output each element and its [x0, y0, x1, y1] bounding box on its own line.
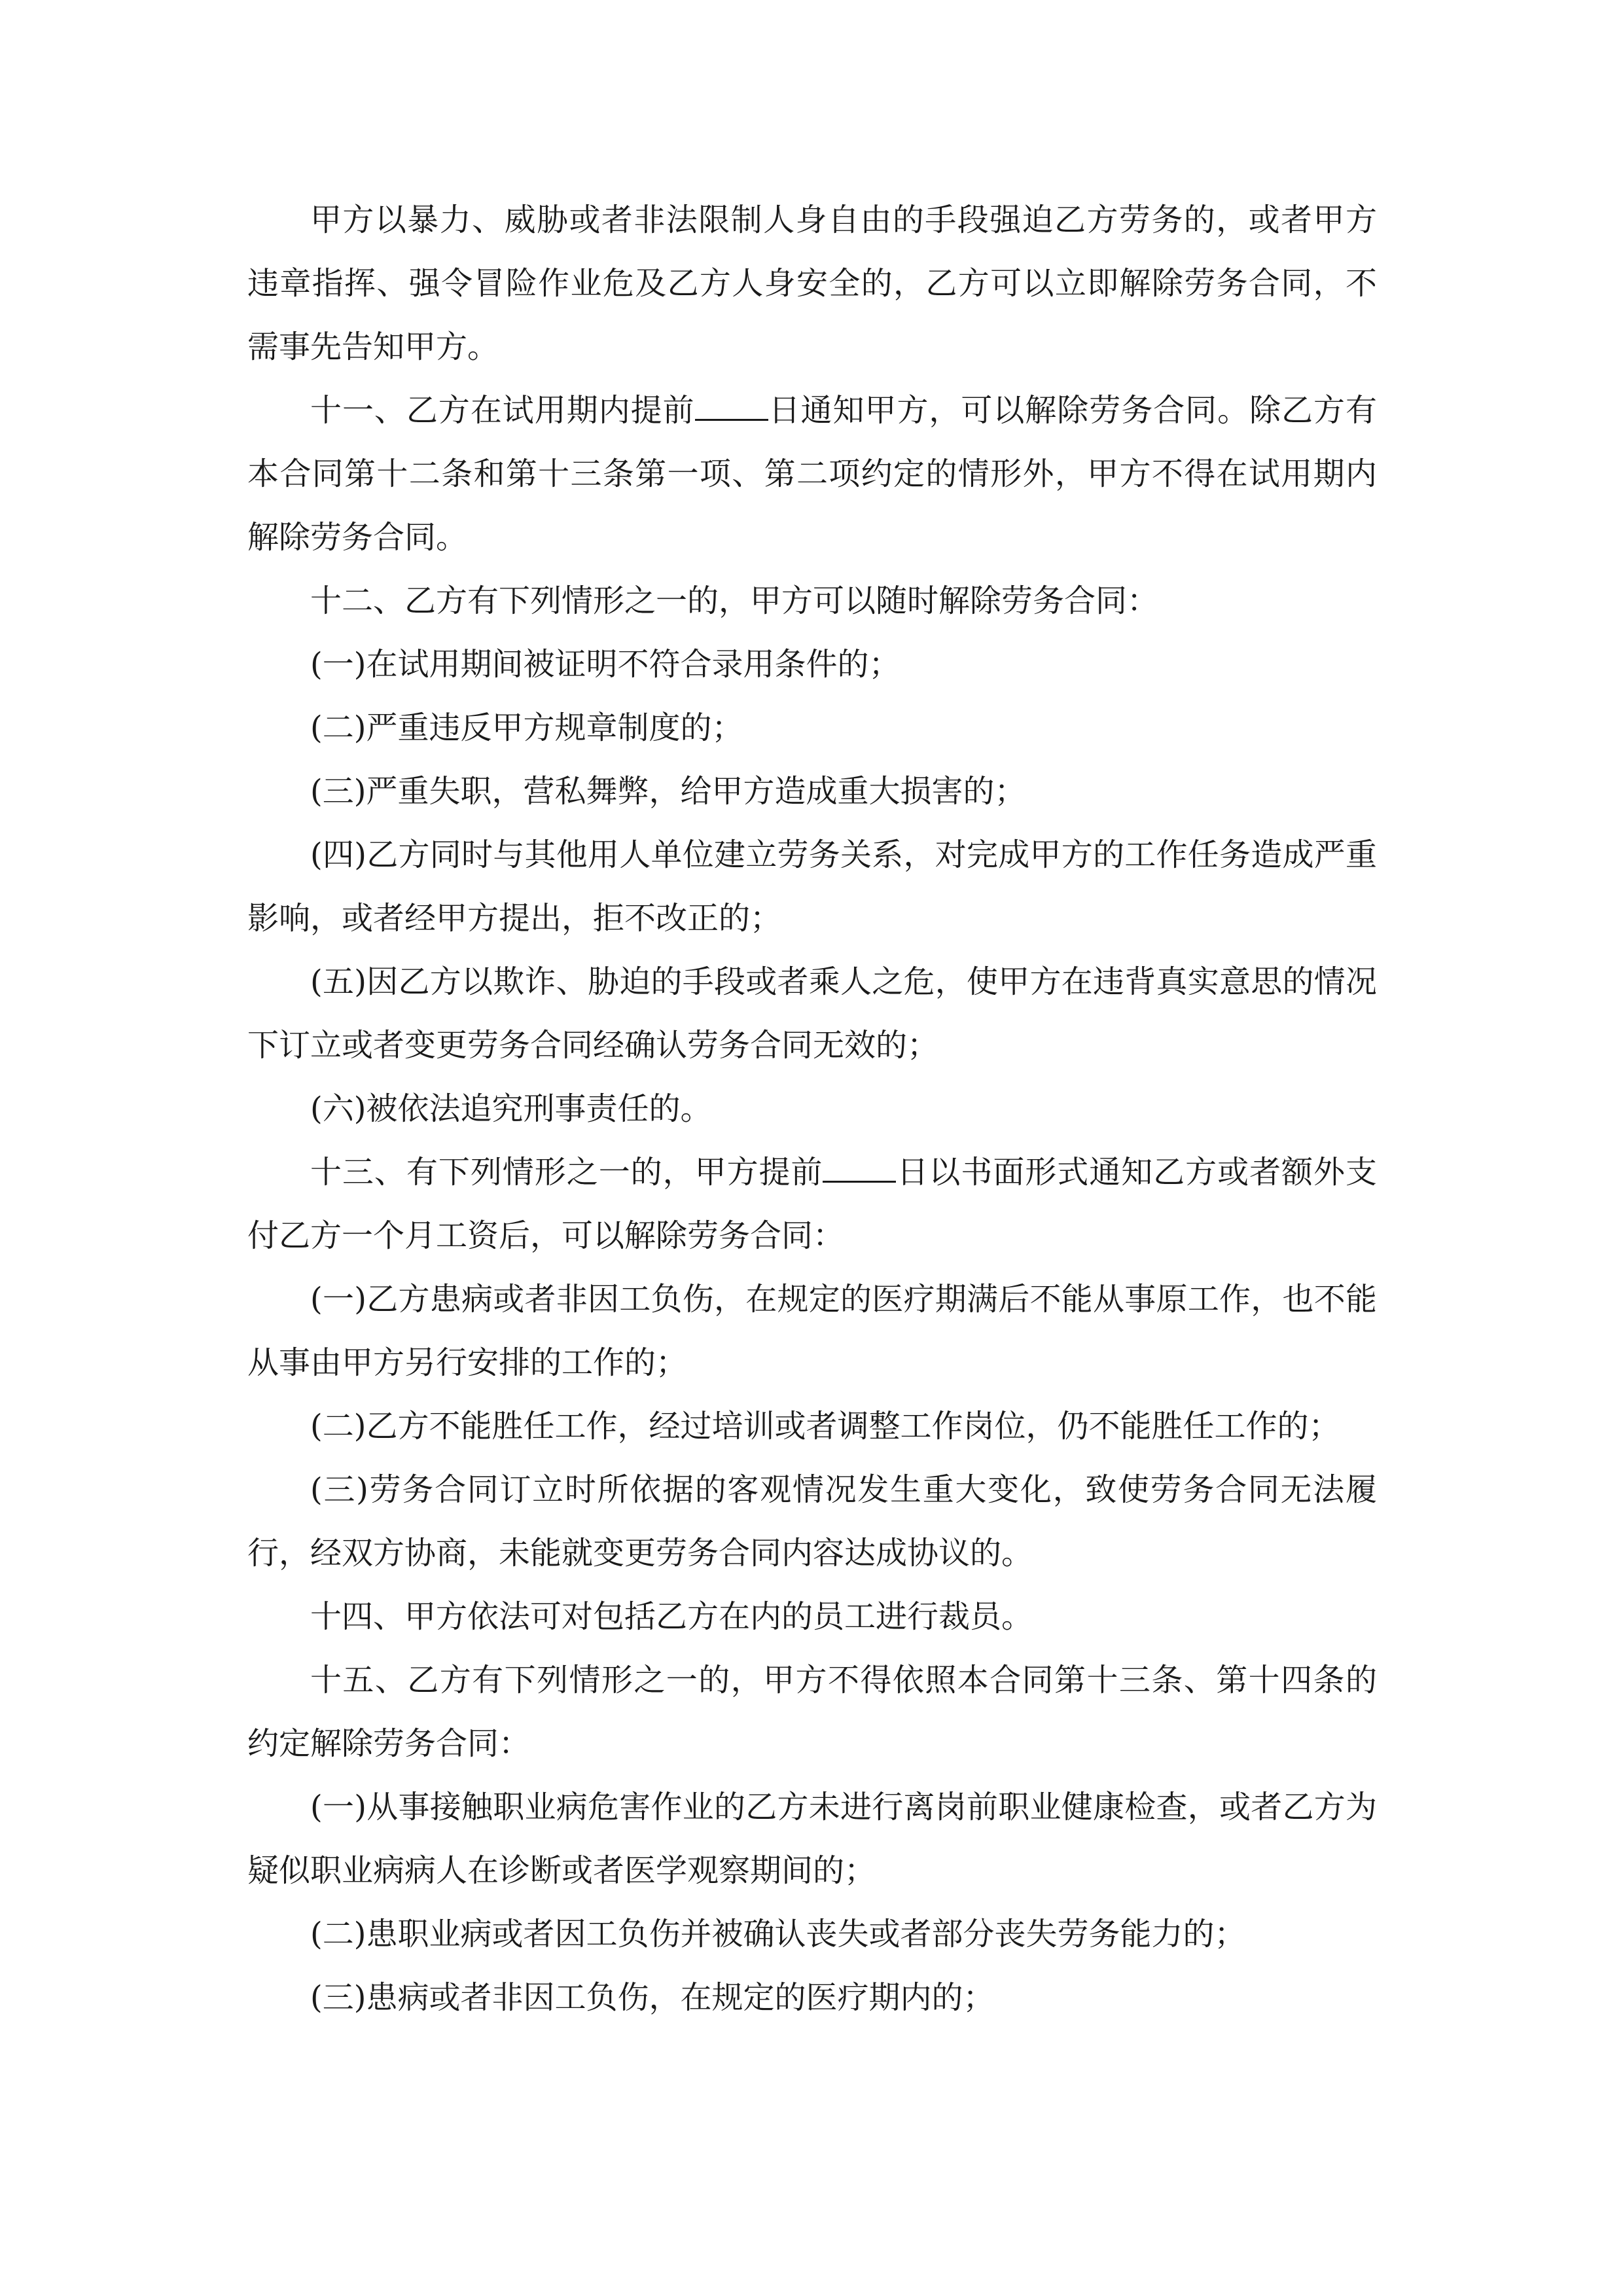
- paragraph-article-12-item-2: (二)严重违反甲方规章制度的；: [310, 709, 743, 746]
- paragraph-article-15: 十五、乙方有下列情形之一的，甲方不得依照本合同第十三条、第十四条的约定解除劳务合同：: [247, 1662, 1377, 1762]
- paragraph-article-15-item-2: (二)患职业病或者因工负伤并被确认丧失或者部分丧失劳务能力的；: [310, 1916, 1246, 1952]
- article-11-text-after: 日通知甲方，可以解除劳务合同。除乙方有本合同第十二条和第十三条第一项、第二项约定的情形外，甲方不得在试用期内解除劳务合同。: [247, 392, 1377, 556]
- document-page: [247, 188, 1377, 2030]
- article-11-text-before: 十一、乙方在试用期内提前: [310, 392, 695, 429]
- article-13-text-after: 日以书面形式通知乙方或者额外支付乙方一个月工资后，可以解除劳务合同：: [247, 1154, 1377, 1254]
- paragraph-article-12: 十二、乙方有下列情形之一的，甲方可以随时解除劳务合同：: [310, 583, 1159, 619]
- paragraph-article-12-item-6: (六)被依法追究刑事责任的。: [310, 1090, 712, 1127]
- paragraph-article-12-item-5: (五)因乙方以欺诈、胁迫的手段或者乘人之危，使甲方在违背真实意思的情况下订立或者变更劳务合同经确认劳务合同无效的；: [247, 963, 1377, 1064]
- paragraph-article-13: [247, 1141, 1377, 1268]
- paragraph-article-12-item-3: (三)严重失职，营私舞弊，给甲方造成重大损害的；: [310, 773, 1026, 810]
- article-13-text-before: 十三、有下列情形之一的，甲方提前: [310, 1154, 823, 1191]
- paragraph-article-13-item-3: (三)劳务合同订立时所依据的客观情况发生重大变化，致使劳务合同无法履行，经双方协商，未能就变更劳务合同内容达成协议的。: [247, 1471, 1377, 1571]
- paragraph-article-13-item-1: (一)乙方患病或者非因工负伤，在规定的医疗期满后不能从事原工作，也不能从事由甲方另行安排的工作的；: [247, 1281, 1377, 1381]
- paragraph-article-11: [247, 379, 1377, 569]
- paragraph-intro: 甲方以暴力、威胁或者非法限制人身自由的手段强迫乙方劳务的，或者甲方违章指挥、强令冒险作业危及乙方人身安全的，乙方可以立即解除劳务合同，不需事先告知甲方。: [247, 202, 1377, 365]
- article-13-days-blank[interactable]: [823, 1152, 896, 1183]
- paragraph-article-13-item-2: (二)乙方不能胜任工作，经过培训或者调整工作岗位，仍不能胜任工作的；: [310, 1408, 1340, 1444]
- paragraph-article-15-item-3: (三)患病或者非因工负伤，在规定的医疗期内的；: [310, 1979, 995, 2016]
- paragraph-article-12-item-1: (一)在试用期间被证明不符合录用条件的；: [310, 646, 901, 683]
- paragraph-article-14: 十四、甲方依法可对包括乙方在内的员工进行裁员。: [310, 1598, 1033, 1635]
- paragraph-article-15-item-1: (一)从事接触职业病危害作业的乙方未进行离岗前职业健康检查，或者乙方为疑似职业病病人在诊断或者医学观察期间的；: [247, 1789, 1377, 1889]
- paragraph-article-12-item-4: (四)乙方同时与其他用人单位建立劳务关系，对完成甲方的工作任务造成严重影响，或者经甲方提出，拒不改正的；: [247, 836, 1377, 937]
- article-11-days-blank[interactable]: [695, 390, 768, 421]
